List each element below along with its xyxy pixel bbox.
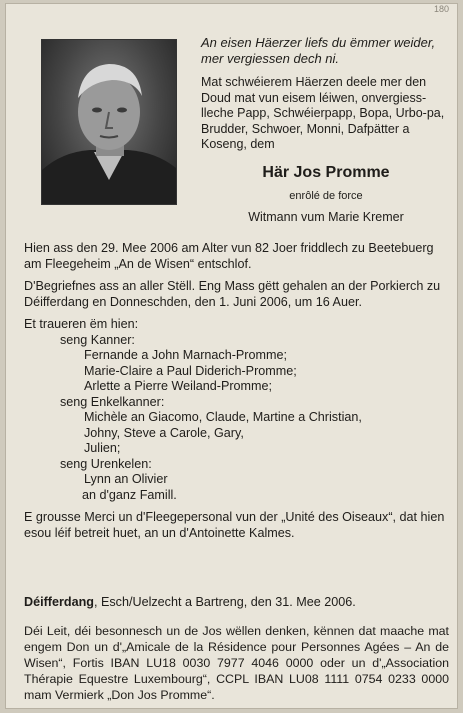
- family-member-line: Arlette a Pierre Weiland-Promme;: [84, 379, 273, 393]
- family-member-line: Julien;: [84, 441, 121, 455]
- mourners-intro: Et traueren ëm hien:: [24, 317, 139, 331]
- obituary-body: [24, 241, 449, 541]
- signature-rest: , Esch/Uelzecht a Bartreng, den 31. Mee 2006.: [93, 595, 356, 609]
- name-note: enrôlé de force: [289, 190, 363, 202]
- death-paragraph: Hien ass den 29. Mee 2006 am Alter vun 82 Joer friddlech zu Beetebuerg am Fleegeheim „An de Wisen“ entschlof.: [24, 241, 434, 271]
- portrait-photo: [41, 39, 177, 205]
- children-label: seng Kanner:: [60, 332, 135, 347]
- portrait-illustration: [42, 40, 176, 204]
- signature-line: [24, 595, 356, 609]
- memorial-quote: [201, 35, 451, 67]
- funeral-paragraph: D'Begriefnes ass an aller Stëll. Eng Mass gëtt gehalen an der Porkierch zu Déifferdang en Donneschden, den 1. Juni 2006, um 16 Auer.: [24, 279, 441, 309]
- grandchildren-label: seng Enkelkanner:: [60, 394, 165, 409]
- family-line: an d'ganz Famill.: [82, 487, 177, 502]
- deceased-name: Här Jos Promme: [262, 164, 390, 181]
- widower-line: Witmann vum Marie Kremer: [248, 210, 404, 224]
- announcement-intro: Mat schwéierem Häerzen deele mer den Doud mat vun eisem léiwen, onvergiess-lleche Papp, Schwéierpapp, Bopa, Urbo-pa, Brudder, Schwoer, Monni, Dafpätter a Koseng, dem: [201, 75, 445, 151]
- signature-place: Déifferdang: [24, 595, 94, 609]
- obituary-notice: [5, 3, 458, 709]
- quote-line: An eisen Häerzer liefs du ëmmer weider,: [201, 35, 436, 50]
- family-member-line: Michèle an Giacomo, Claude, Martine a Christian,: [84, 410, 362, 424]
- family-member-line: Lynn an Olivier: [84, 472, 168, 486]
- page-number: 180: [433, 4, 449, 14]
- donation-paragraph: Déi Leit, déi besonnesch un de Jos wëllen denken, kënnen dat maache mat engem Don un d'„Amicale de la Résidence pour Personnes Agées – An de Wisen“, Fortis IBAN LU18 0030 7977 4046 0000 oder un d'„Association Thérapie Equestre Luxembourg“, CCPL IBAN LU08 1111 0754 0233 0000 mam Vermierk „Don Jos Promme“.: [24, 624, 449, 702]
- great-grandchildren-label: seng Urenkelen:: [60, 456, 152, 471]
- family-member-line: Fernande a John Marnach-Promme;: [84, 348, 287, 362]
- family-member-line: Johny, Steve a Carole, Gary,: [84, 425, 244, 440]
- quote-line: mer vergiessen dech ni.: [201, 51, 340, 66]
- family-member-line: Marie-Claire a Paul Diderich-Promme;: [84, 363, 297, 378]
- thanks-paragraph: E grousse Merci un d'Fleegepersonal vun der „Unité des Oiseaux“, dat hien esou léif betreit huet, an un d'Antoinette Kalmes.: [24, 510, 445, 540]
